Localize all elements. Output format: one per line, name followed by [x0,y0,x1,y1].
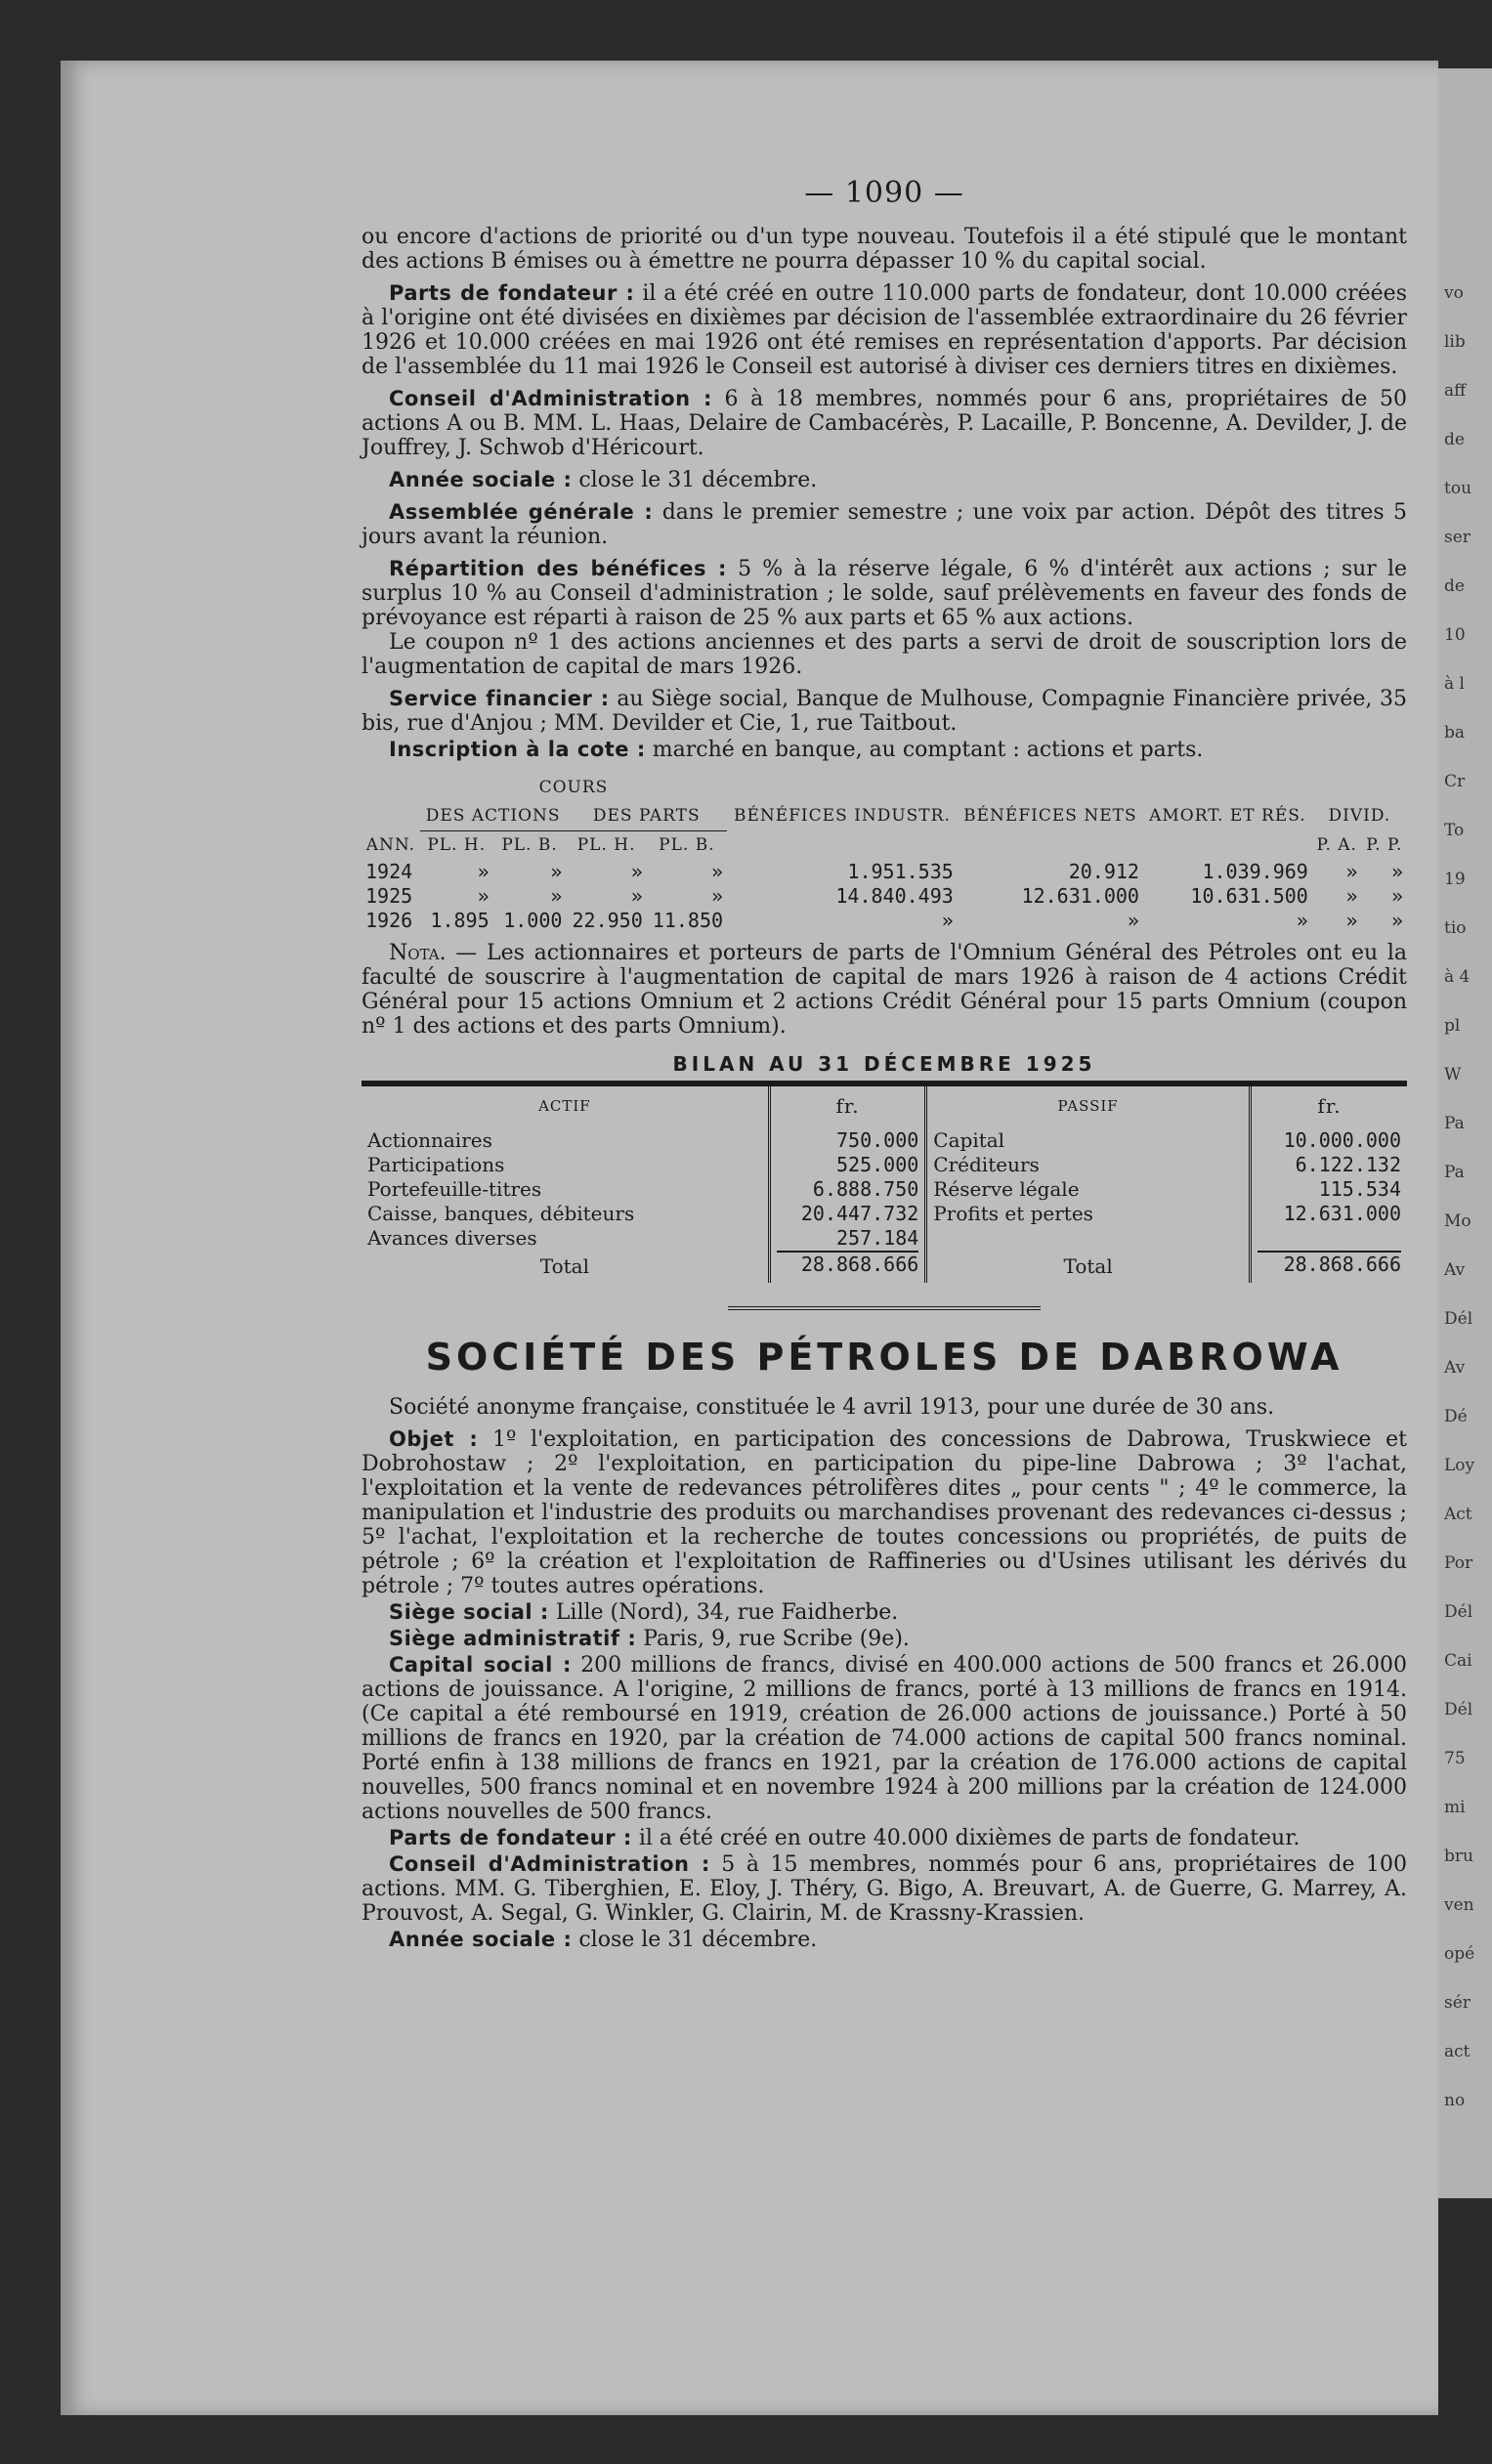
section-label: Capital social : [389,1653,572,1677]
parts-para-2 [362,1826,1407,1850]
table-cell: » [710,884,724,908]
sub-header-row [362,831,1407,861]
passif-values [1258,1128,1401,1226]
table-cell: 11.850 [652,909,724,932]
cours-body [362,860,1407,933]
sub-header-cell [1143,831,1312,861]
section-label: Conseil d'Administration : [389,1852,710,1876]
table-cell: 1.895 [430,909,490,932]
table-cell: » [1345,860,1358,883]
table-cell: » [1390,909,1403,932]
bilan-item-value: 525.000 [836,1153,919,1176]
facing-page-fragment: 10 [1444,625,1466,645]
bilan-item-value: 12.631.000 [1283,1202,1401,1225]
siege-para [362,1600,1407,1625]
section-label: Année sociale : [389,1928,573,1951]
nota-text: — Les actionnaires et porteurs de parts de l'Omnium Général des Pétroles ont eu la faculté de souscrire à l'augmentation de capital de mars 1926 à raison de 4 actions Crédit Général pour 15 actions Omnium et 2 actions Crédit Général pour 15 parts Omnium (coupon nº 1 des actions et des parts Omnium). [362,941,1408,1039]
table-cell: » [1345,884,1358,908]
bilan-title: BILAN AU 31 DÉCEMBRE 1925 [672,1052,1096,1076]
facing-page-fragment: Av [1444,1358,1466,1378]
table-cell: » [710,860,724,883]
siege-admin-para [362,1627,1407,1651]
objet-para [362,1427,1407,1598]
benef-industr-header: BÉNÉFICES INDUSTR. [733,806,951,827]
section-text: il a été créé en outre 110.000 parts de fondateur, dont 10.000 créées à l'origine ont été divisées en dixièmes par décision de l'assemblée extraordinaire du 26 février 1926 et 10.000 créées en mai 1926 ont été remises en représentation d'apports. Par décision de l'assemblée du 11 mai 1926 le Conseil est autorisé à diviser ces derniers titres en dixièmes. [362,281,1407,379]
page-number: — 1090 — [804,176,964,210]
section-text: close le 31 décembre. [578,1928,818,1952]
table-cell: » [477,860,490,883]
bilan-item-value: 257.184 [836,1226,919,1250]
section-text: 1º l'exploitation, en participation des concessions de Dabrowa, Truskwiece et Dobrohostaw ; 2º l'exploitation, en participation du pipe-line Dabrowa ; 3º l'achat, l'exploitation et la vente de redevances pétrolifères dites „ pour cents " ; 4º le commerce, la manipulation et l'industrie des produits ou marchandises provenant des redevances ci-dessus ; 5º l'achat, l'exploitation et la recherche de toutes concessions ou propriétés, de puits de pétrole ; 6º la création et l'exploitation de Raffineries ou d'Usines utilisant les dérivés du pétrole ; 7º toutes autres opérations. [362,1427,1408,1598]
passif-total-label [933,1254,1243,1279]
bilan-item-value: 6.888.750 [812,1177,919,1201]
table-cell: » [1127,909,1139,932]
section-text: Paris, 9, rue Scribe (9e). [643,1627,910,1651]
cours-table [362,774,1407,933]
table-cell: » [1345,909,1358,932]
table-cell: » [1296,909,1308,932]
section-divider [728,1306,1041,1310]
bilan-item-label: Participations [367,1153,505,1176]
table-cell: » [477,884,490,908]
facing-page-fragment: opé [1444,1944,1475,1964]
actif-total-value: 28.868.666 [777,1251,919,1277]
amort-header: AMORT. ET RÉS. [1149,806,1306,827]
capital-para [362,1653,1407,1824]
facing-page-fragment: tou [1444,479,1472,498]
coupon-para: Le coupon nº 1 des actions anciennes et des parts a servi de droit de souscription lors de l'augmentation de capital de mars 1926. [362,630,1407,679]
bilan-item-value: 6.122.132 [1295,1153,1401,1176]
section-text: 5 % à la réserve légale, 6 % d'intérêt aux actions ; sur le surplus 10 % au Conseil d'administration ; le solde, sauf prélèvements en faveur des fonds de prévoyance est réparti à raison de 25 % aux parts et 65 % aux actions. [362,557,1408,630]
section-label: Siège administratif : [389,1627,637,1650]
actif-labels [367,1128,762,1251]
sub-header-cell [727,831,958,861]
intro-paragraph: ou encore d'actions de priorité ou d'un type nouveau. Toutefois il a été stipulé que le montant des actions B émises ou à émettre ne pourra dépasser 10 % du capital social. [362,225,1407,274]
bilan-item-label: Actionnaires [367,1128,492,1152]
bilan-item-label: Portefeuille-titres [367,1177,542,1201]
facing-page-fragment: Mo [1444,1211,1471,1231]
table-cell: 1.000 [503,909,563,932]
sub-header-cell [958,831,1143,861]
section-text: close le 31 décembre. [578,468,818,492]
facing-page-fragment: tio [1444,918,1467,938]
table-cell: » [941,909,954,932]
table-cell: 1.039.969 [1202,860,1308,883]
section-label: Assemblée générale : [389,500,654,524]
bilan-item-label: Réserve légale [933,1177,1080,1201]
annee-para [362,468,1407,492]
facing-page-fragment: ser [1444,528,1471,547]
facing-page-fragment: no [1444,2091,1466,2110]
assemblee-para [362,500,1407,549]
bilan-item-value: 750.000 [836,1128,919,1152]
company-intro: Société anonyme française, constituée le 4 avril 1913, pour une durée de 30 ans. [389,1395,1275,1420]
passif-total-value: 28.868.666 [1258,1251,1401,1277]
sub-header-cell: PL. B. [501,835,558,855]
section-label: Parts de fondateur : [389,281,635,305]
section-text: au Siège social, Banque de Mulhouse, Compagnie Financière privée, 35 bis, rue d'Anjou ; MM. Devilder et Cie, 1, rue Taitbout. [362,687,1407,736]
conseil-para [362,387,1407,460]
facing-page-fragment: 19 [1444,870,1466,889]
nota-label: Nota. [389,941,447,965]
table-cell: 20.912 [1068,860,1139,883]
table-cell: » [550,884,563,908]
facing-page-fragment: pl [1444,1016,1461,1036]
table-cell: » [1390,884,1403,908]
facing-page-fragment: Av [1444,1260,1466,1280]
section-text: 6 à 18 membres, nommés pour 6 ans, propriétaires de 50 actions A ou B. MM. L. Haas, Delaire de Cambacérès, P. Lacaille, P. Boncenne, A. Devilder, J. de Jouffrey, J. Schwob d'Héricourt. [362,387,1407,460]
inscription-para [362,738,1407,762]
repartition-para [362,557,1407,630]
table-cell: 12.631.000 [1021,884,1139,908]
table-row [362,860,1407,884]
bilan-item-label: Créditeurs [933,1153,1040,1176]
facing-page-fragment: 75 [1444,1749,1466,1768]
table-row [362,884,1407,909]
table-cell: 14.840.493 [835,884,954,908]
facing-page-fragment: W [1444,1065,1462,1084]
section-label: Conseil d'Administration : [389,387,712,410]
table-cell: 1926 [365,909,413,932]
section-text: 200 millions de francs, divisé en 400.000 actions de 500 francs et 26.000 actions de jouissance. A l'origine, 2 millions de francs, porté à 13 millions de francs en 1914. (Ce capital a été remboursé en 1919, création de 26.000 actions de jouissance.) Porté à 50 millions de francs en 1920, par la création de 74.000 actions de capital 500 francs nominal. Porté enfin à 138 millions de francs en 1921, par la création de 176.000 actions de capital nouvelles, 500 francs nominal et en novembre 1924 à 200 millions par la création de 124.000 actions nouvelles de 500 francs. [362,1653,1407,1824]
facing-page-fragment: vo [1444,283,1464,303]
service-para [362,687,1407,736]
section-text: Lille (Nord), 34, rue Faidherbe. [555,1600,899,1625]
section-label: Parts de fondateur : [389,1826,632,1849]
sub-header-cell: PL. H. [427,835,487,855]
facing-page-fragment: de [1444,430,1465,449]
sub-header-cell: P. A. [1316,834,1357,855]
cours-header: COURS [538,778,609,797]
facing-page-fragment: ven [1444,1895,1474,1915]
section-label: Siège social : [389,1600,549,1624]
passif-header: PASSIF [1057,1097,1119,1115]
table-cell: 1.951.535 [847,860,954,883]
total-label: Total [539,1254,589,1278]
group-parts-header: DES PARTS [566,802,727,831]
bilan-item-value: 115.534 [1318,1177,1401,1201]
facing-page-fragment: aff [1444,381,1467,401]
facing-page-fragment: sér [1444,1993,1471,2013]
bilan-item-value: 10.000.000 [1283,1128,1401,1152]
total-label: Total [1063,1254,1113,1278]
section-label: Inscription à la cote : [389,738,646,761]
table-cell: » [1390,860,1403,883]
facing-page-fragment: Cr [1444,772,1466,791]
facing-page-fragment: à l [1444,674,1465,694]
facing-page-edge [1438,68,1492,2198]
benef-nets-header: BÉNÉFICES NETS [963,806,1137,827]
table-cell: 1925 [365,884,413,908]
table-cell: » [630,884,643,908]
company-title: SOCIÉTÉ DES PÉTROLES DE DABROWA [425,1336,1343,1379]
table-cell: 1924 [365,860,413,883]
section-label: Année sociale : [389,468,573,491]
group-actions-header: DES ACTIONS [420,802,567,831]
facing-page-fragment: Loy [1444,1456,1475,1475]
section-text: il a été créé en outre 40.000 dixièmes de parts de fondateur. [638,1826,1300,1850]
facing-page-fragment: Dél [1444,1309,1473,1329]
section-label: Répartition des bénéfices : [389,557,727,580]
facing-page-fragment: ba [1444,723,1466,743]
facing-page-fragment: Dél [1444,1700,1473,1720]
section-text: marché en banque, au comptant : actions et parts. [652,738,1204,762]
parts-fondateur-para [362,281,1407,379]
annee-para-2 [362,1928,1407,1952]
facing-page-fragment: de [1444,576,1465,596]
actif-currency: fr. [835,1094,860,1118]
sub-header-cell: ANN. [365,834,416,855]
bilan-item-label: Profits et pertes [933,1202,1093,1225]
conseil-para-2 [362,1852,1407,1926]
facing-page-fragment: To [1444,821,1465,840]
bilan-item-label: Avances diverses [367,1226,537,1250]
bilan-item-label: Capital [933,1128,1005,1152]
table-cell: 10.631.500 [1190,884,1308,908]
table-row [362,909,1407,933]
facing-page-fragment: Act [1444,1505,1472,1524]
section-text: 5 à 15 membres, nommés pour 6 ans, propriétaires de 100 actions. MM. G. Tiberghien, E. Eloy, J. Théry, G. Bigo, A. Breuvart, A. de Guerre, G. Marrey, A. Prouvost, A. Segal, G. Winkler, G. Clairin, M. de Krassny-Krassien. [362,1852,1408,1926]
facing-page-fragment: Dél [1444,1602,1473,1622]
page-content [362,176,1408,1960]
table-cell: » [630,860,643,883]
facing-page-fragment: act [1444,2042,1471,2061]
facing-page-fragment: Pa [1444,1114,1465,1133]
divid-header: DIVID. [1328,806,1391,827]
facing-page-fragment: à 4 [1444,967,1471,987]
table-cell: 22.950 [572,909,643,932]
nota-para [362,941,1407,1039]
sub-header-cell: PL. B. [659,835,715,855]
facing-page-fragment: Cai [1444,1651,1472,1671]
bilan-table [362,1081,1407,1283]
facing-page-fragment: mi [1444,1798,1466,1817]
actif-header: ACTIF [538,1097,591,1115]
actif-values [777,1128,919,1251]
table-cell: » [550,860,563,883]
sub-header-cell: P. P. [1366,834,1403,855]
facing-page-fragment: Pa [1444,1163,1465,1182]
passif-currency: fr. [1317,1094,1342,1118]
bilan-item-label: Caisse, banques, débiteurs [367,1202,635,1225]
section-label: Service financier : [389,687,610,710]
sub-header-cell: PL. H. [576,835,636,855]
facing-page-fragment: Por [1444,1553,1473,1573]
facing-page-fragment: Dé [1444,1407,1468,1426]
section-text: dans le premier semestre ; une voix par action. Dépôt des titres 5 jours avant la réunion. [362,500,1407,549]
actif-total-label [367,1254,762,1279]
passif-labels [933,1128,1243,1226]
section-label: Objet : [389,1427,479,1451]
facing-page-fragment: lib [1444,332,1466,352]
facing-page-fragment: bru [1444,1847,1473,1866]
bilan-item-value: 20.447.732 [800,1202,919,1225]
